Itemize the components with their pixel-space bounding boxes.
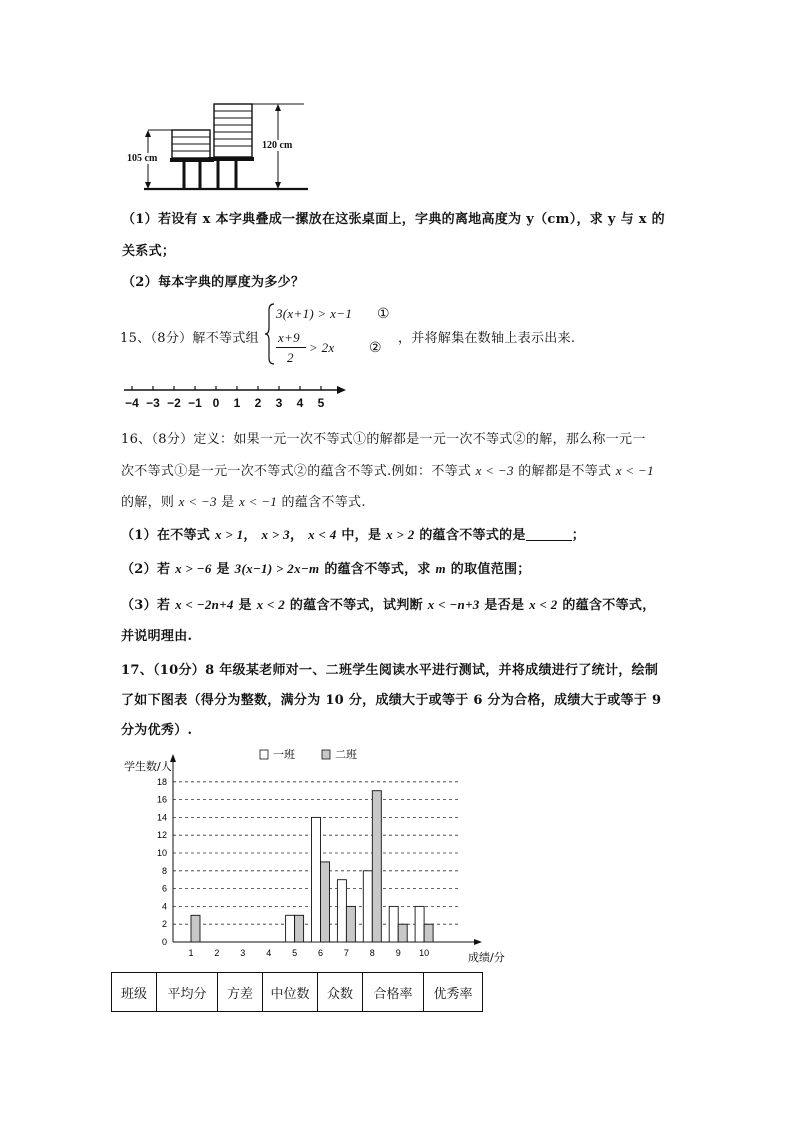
y-tick-label: 6 bbox=[161, 883, 167, 894]
q16-line2-math2: x < −1 bbox=[615, 463, 654, 478]
q16-p2-text-d: 的取值范围； bbox=[450, 562, 531, 577]
q16-p1-end: ； bbox=[571, 528, 586, 543]
q15-tag-1: ① bbox=[377, 306, 390, 322]
table-header-cell: 众数 bbox=[318, 973, 363, 1012]
q17-line2: 了如下图表（得分为整数，满分为 10 分，成绩大于或等于 6 分为合格，成绩大于或等于 9 bbox=[121, 693, 662, 708]
number-line-tick-label: 5 bbox=[317, 396, 325, 410]
number-line-tick-label: 0 bbox=[212, 396, 220, 410]
q16-line2-text-b: 的解都是不等式 bbox=[518, 464, 612, 479]
x-tick-label: 9 bbox=[395, 948, 401, 958]
y-tick-label: 18 bbox=[156, 776, 167, 787]
number-line-tick-label: 2 bbox=[254, 396, 262, 410]
q16-line1: 16、（8分）定义：如果一元一次不等式①的解都是一元一次不等式②的解，那么称一元一 bbox=[121, 432, 646, 447]
y-axis-label: 学生数/人 bbox=[124, 760, 172, 773]
q16-line2 bbox=[121, 460, 654, 479]
y-tick-label: 2 bbox=[161, 919, 167, 930]
q15-prefix: 15、（8分）解不等式组 bbox=[120, 331, 259, 346]
q15-inequality-1: 3(x+1) > x−1 bbox=[276, 306, 353, 321]
x-tick-label: 4 bbox=[266, 948, 272, 958]
number-line-tick-label: −2 bbox=[167, 396, 181, 410]
table-header-cell: 中位数 bbox=[263, 973, 318, 1012]
q16-line2-math1: x < −3 bbox=[475, 463, 514, 478]
q16-p1-text-a: （1）在不等式 bbox=[121, 528, 211, 543]
q16-part3-line2: 并说明理由. bbox=[121, 629, 193, 644]
x-tick-label: 6 bbox=[317, 948, 324, 958]
bar-class2 bbox=[191, 915, 200, 942]
q16-part1 bbox=[121, 524, 585, 543]
q16-p1-math1: x > 1 bbox=[214, 527, 244, 542]
q16-p3-math4: x < 2 bbox=[529, 597, 558, 612]
bar-class1 bbox=[312, 817, 321, 942]
q16-p2-math3: m bbox=[435, 561, 446, 576]
q16-p3-text-b: 是 bbox=[238, 598, 252, 613]
table-header-cell: 合格率 bbox=[363, 973, 424, 1012]
y-tick-label: 10 bbox=[156, 848, 167, 858]
q16-part3 bbox=[121, 594, 656, 613]
q16-p3-text-c: 的蕴含不等式，试判断 bbox=[289, 598, 423, 613]
table-header-cell: 班级 bbox=[112, 973, 157, 1012]
bar-class2 bbox=[398, 924, 407, 942]
height-label-105: 105 cm bbox=[127, 153, 158, 164]
q16-p2-text-b: 是 bbox=[216, 562, 230, 577]
number-line-tick-label: 4 bbox=[296, 396, 304, 410]
bar-class1 bbox=[415, 906, 424, 942]
y-tick-label: 12 bbox=[156, 830, 167, 841]
x-tick-label: 8 bbox=[369, 948, 375, 958]
q14-part1-line2: 关系式； bbox=[122, 244, 176, 259]
statistics-table bbox=[111, 972, 483, 1012]
q14-part1-line1: （1）若设有 x 本字典叠成一摞放在这张桌面上，字典的离地高度为 y（cm），求 y 与 x 的 bbox=[122, 212, 665, 227]
bar-class1 bbox=[363, 871, 372, 942]
bar-class2 bbox=[372, 791, 381, 942]
q16-p3-text-e: 的蕴含不等式， bbox=[562, 598, 656, 613]
q16-line3-text-c: 的蕴含不等式. bbox=[281, 495, 366, 510]
legend-swatch bbox=[322, 750, 330, 759]
q16-p3-math1: x < −2n+4 bbox=[175, 597, 234, 612]
q15-ineq2-denominator: 2 bbox=[287, 350, 294, 365]
number-line-tick-label: −1 bbox=[188, 396, 202, 410]
q16-p3-text-d: 是否是 bbox=[484, 598, 525, 613]
table-header-row bbox=[112, 973, 483, 1012]
q16-p1-sep1: ， bbox=[243, 528, 257, 543]
q16-line3-text-b: 是 bbox=[221, 495, 235, 510]
q16-p3-math2: x < 2 bbox=[256, 597, 286, 612]
y-tick-label: 0 bbox=[161, 937, 167, 947]
y-tick-label: 4 bbox=[161, 901, 167, 912]
number-line-tick-label: 1 bbox=[233, 396, 241, 410]
q16-line3 bbox=[121, 491, 366, 510]
x-tick-label: 3 bbox=[240, 948, 246, 958]
q16-p1-sep2: ， bbox=[289, 528, 304, 543]
number-line-tick-label: −3 bbox=[146, 396, 160, 410]
q16-p3-math3: x < −n+3 bbox=[427, 597, 480, 612]
q16-answer-blank[interactable] bbox=[526, 528, 572, 541]
table-header-cell: 优秀率 bbox=[424, 973, 483, 1012]
x-tick-label: 5 bbox=[292, 948, 298, 958]
table-header-cell: 方差 bbox=[218, 973, 263, 1012]
q16-p1-math4: x > 2 bbox=[386, 527, 415, 542]
number-line-tick-label: 3 bbox=[275, 396, 283, 410]
q16-part2 bbox=[121, 558, 531, 577]
q16-p2-math2: 3(x−1) > 2x−m bbox=[234, 561, 320, 576]
x-axis-arrow bbox=[474, 939, 482, 945]
q15-tag-2: ② bbox=[369, 340, 382, 356]
q16-p1-math3: x < 4 bbox=[308, 527, 337, 542]
q16-p2-text-c: 的蕴含不等式，求 bbox=[324, 562, 431, 577]
y-tick-label: 14 bbox=[156, 812, 167, 823]
q16-line3-text-a: 的解，则 bbox=[121, 495, 175, 510]
q15-fraction-bar bbox=[276, 347, 306, 348]
x-tick-label: 2 bbox=[214, 948, 220, 958]
y-tick-label: 8 bbox=[161, 865, 167, 876]
q16-p2-text-a: （2）若 bbox=[121, 562, 171, 577]
legend-label: 一班 bbox=[273, 748, 295, 761]
q15-suffix: ，并将解集在数轴上表示出来. bbox=[398, 331, 576, 346]
y-tick-label: 16 bbox=[156, 794, 167, 805]
bar-class1 bbox=[337, 880, 346, 942]
x-tick-label: 7 bbox=[343, 948, 349, 958]
number-line-tick-label: −4 bbox=[125, 396, 139, 410]
q16-p1-math2: x > 3 bbox=[261, 527, 290, 542]
q15-ineq2-rhs: > 2x bbox=[309, 340, 335, 355]
bar-class2 bbox=[424, 924, 433, 942]
x-tick-label: 1 bbox=[188, 948, 194, 958]
bar-class1 bbox=[286, 915, 295, 942]
bar-class2 bbox=[321, 862, 330, 942]
q16-line2-text-a: 次不等式①是一元一次不等式②的蕴含不等式.例如：不等式 bbox=[121, 464, 472, 479]
q16-p1-text-b: 中，是 bbox=[341, 528, 382, 543]
q16-line3-math2: x < −1 bbox=[238, 494, 278, 509]
q17-line1: 17、（10分）8 年级某老师对一、二班学生阅读水平进行测试，并将成绩进行了统计，绘制 bbox=[121, 663, 659, 678]
q16-p3-text-a: （3）若 bbox=[121, 598, 171, 613]
legend-swatch bbox=[260, 750, 268, 759]
q14-part2: （2）每本字典的厚度为多少？ bbox=[122, 275, 305, 290]
score-bar-chart bbox=[118, 742, 505, 968]
q15-ineq2-numerator: x+9 bbox=[278, 330, 300, 345]
bar-class2 bbox=[295, 915, 304, 942]
q16-p1-text-c: 的蕴含不等式的是 bbox=[419, 528, 526, 543]
x-tick-label: 10 bbox=[419, 948, 430, 958]
q16-line3-math1: x < −3 bbox=[178, 494, 217, 509]
height-label-120: 120 cm bbox=[262, 140, 293, 151]
x-axis-label: 成绩/分 bbox=[468, 951, 505, 964]
table-header-cell: 平均分 bbox=[157, 973, 218, 1012]
legend-label: 二班 bbox=[335, 748, 357, 761]
bar-class2 bbox=[346, 906, 355, 942]
q17-line3: 分为优秀）. bbox=[121, 723, 193, 738]
q16-p2-math1: x > −6 bbox=[175, 561, 212, 576]
bar-class1 bbox=[389, 906, 398, 942]
